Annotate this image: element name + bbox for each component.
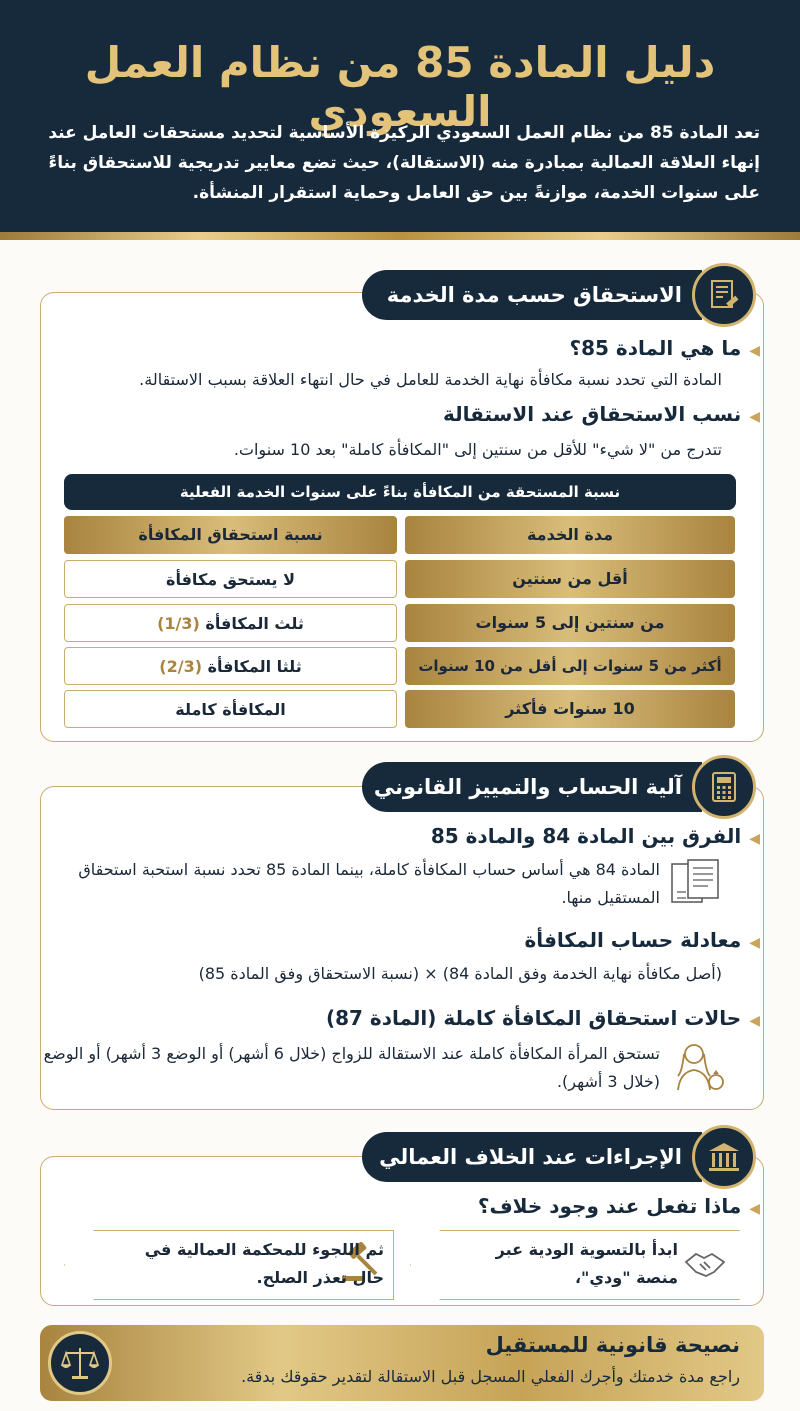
arrow-icon: ◀	[749, 1201, 760, 1217]
header-banner	[0, 0, 800, 232]
intro-text: تعد المادة 85 من نظام العمل السعودي الركيزة الأساسية لتحديد مستحقات العامل عند إنهاء العلاقة العمالية بمبادرة منه (الاستقالة)، حيث تضع معايير تدريجية للاستحقاق بناءً على سنوات الخدمة، موازنةً بين حق العامل وحماية استقرار المنشأة.	[48, 123, 760, 203]
table-row-ratio: ثلث المكافأة (1/3)	[64, 604, 397, 642]
fraction-label: (2/3)	[159, 657, 203, 676]
section-heading-entitlement: الاستحقاق حسب مدة الخدمة	[362, 270, 702, 320]
question-84-vs-85: ◀الفرق بين المادة 84 والمادة 85	[430, 824, 760, 848]
advice-title: نصيحة قانونية للمستقيل	[485, 1333, 740, 1357]
step-amicable-text: ابدأ بالتسوية الودية عبر منصة "ودي"،	[495, 1240, 678, 1287]
calculator-icon	[692, 755, 756, 819]
table-row-duration: 10 سنوات فأكثر	[405, 690, 735, 728]
arrow-icon: ◀	[749, 831, 760, 847]
table-row-ratio: لا يستحق مكافأة	[64, 560, 397, 598]
table-header-duration: مدة الخدمة	[405, 516, 735, 554]
answer-article-87: تستحق المرأة المكافأة كاملة عند الاستقالة للزواج (خلال 6 أشهر) أو الوضع 3 أشهر) أو الوضع (خلال 3 أشهر).	[43, 1044, 660, 1091]
scales-icon	[48, 1331, 112, 1395]
page-title: دليل المادة 85 من نظام العمل السعودي	[84, 38, 716, 136]
arrow-icon: ◀	[749, 935, 760, 951]
question-article-87: ◀حالات استحقاق المكافأة كاملة (المادة 87)	[325, 1006, 760, 1030]
handshake-icon	[682, 1240, 728, 1290]
arrow-icon: ◀	[749, 409, 760, 425]
fraction-label: (1/3)	[157, 614, 200, 633]
section-heading-calculation: آلية الحساب والتمييز القانوني	[362, 762, 702, 812]
legal-document-gavel-icon	[692, 263, 756, 327]
legal-advice-banner	[40, 1325, 764, 1401]
arrow-icon: ◀	[749, 1013, 760, 1029]
advice-text: راجع مدة خدمتك وأجرك الفعلي المسجل قبل الاستقالة لتقدير حقوقك بدقة.	[241, 1367, 740, 1386]
woman-ring-icon	[670, 1036, 728, 1098]
answer-entitlement-ratios: تتدرج من "لا شيء" للأقل من سنتين إلى "المكافأة كاملة" بعد 10 سنوات.	[233, 440, 722, 459]
courthouse-icon	[692, 1125, 756, 1189]
question-formula: ◀معادلة حساب المكافأة	[524, 928, 760, 952]
question-what-is-85: ◀ما هي المادة 85؟	[569, 336, 760, 360]
arrow-icon: ◀	[749, 343, 760, 359]
answer-formula: (أصل مكافأة نهاية الخدمة وفق المادة 84) × (نسبة الاستحقاق وفق المادة 85)	[198, 964, 722, 983]
table-header-ratio: نسبة استحقاق المكافأة	[64, 516, 397, 554]
step-labor-court-text: ثم اللجوء للمحكمة العمالية في حال تعذر الصلح.	[144, 1240, 384, 1287]
table-title: نسبة المستحقة من المكافأة بناءً على سنوات الخدمة الفعلية	[64, 474, 736, 510]
question-entitlement-ratios: ◀نسب الاستحقاق عند الاستقالة	[443, 402, 760, 426]
table-row-ratio: المكافأة كاملة	[64, 690, 397, 728]
documents-icon	[668, 856, 724, 912]
question-dispute: ◀ماذا تفعل عند وجود خلاف؟	[477, 1194, 760, 1218]
table-row-duration: أكثر من 5 سنوات إلى أقل من 10 سنوات	[405, 647, 735, 685]
table-row-duration: أقل من سنتين	[405, 560, 735, 598]
section-heading-dispute: الإجراءات عند الخلاف العمالي	[362, 1132, 702, 1182]
answer-what-is-85: المادة التي تحدد نسبة مكافأة نهاية الخدمة للعامل في حال انتهاء العلاقة بسبب الاستقالة.	[139, 370, 722, 389]
table-row-ratio: ثلثا المكافأة (2/3)	[64, 647, 397, 685]
table-row-duration: من سنتين إلى 5 سنوات	[405, 604, 735, 642]
answer-84-vs-85: المادة 84 هي أساس حساب المكافأة كاملة، بينما المادة 85 تحدد نسبة استحبة استحقاق المستقيل منها.	[78, 860, 660, 907]
